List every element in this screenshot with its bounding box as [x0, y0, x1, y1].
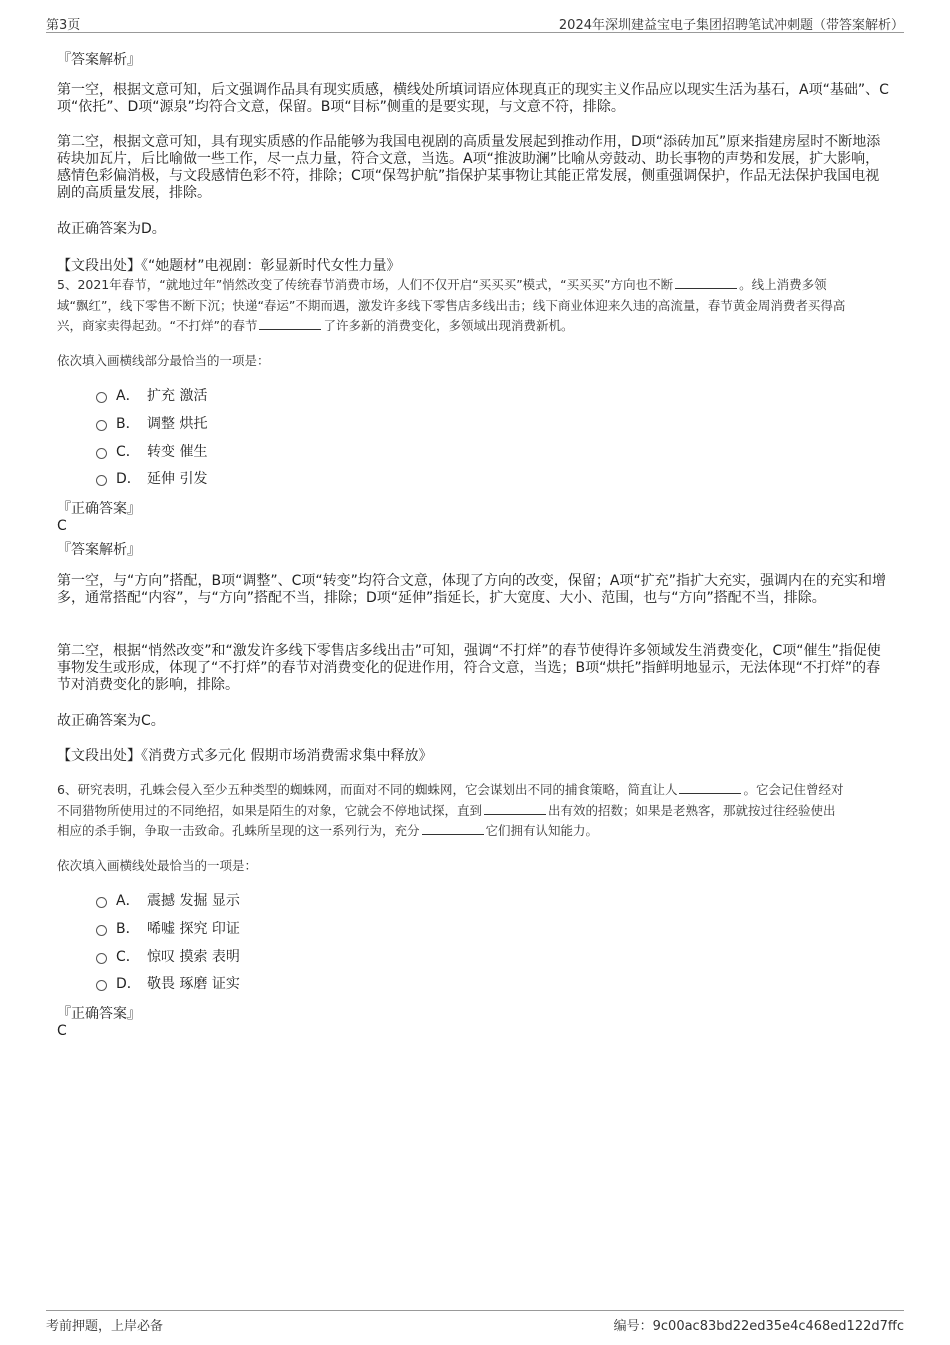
source-citation: 【文段出处】《“她题材”电视剧：彰显新时代女性力量》 — [57, 258, 401, 274]
blank — [484, 802, 546, 815]
radio-icon[interactable] — [96, 980, 107, 991]
question-6-prompt: 依次填入画横线处最恰当的一项是： — [57, 858, 258, 873]
page-number: 第3页 — [46, 18, 81, 33]
footer-slogan: 考前押题，上岸必备 — [46, 1319, 164, 1334]
radio-icon[interactable] — [96, 953, 107, 964]
correct-answer-value: C — [57, 518, 67, 534]
q6-option-a[interactable]: A． 震撼 发掘 显示 — [96, 890, 240, 910]
correct-answer-value: C — [57, 1023, 67, 1039]
q6-option-d[interactable]: D． 敬畏 琢磨 证实 — [96, 973, 240, 993]
source-citation: 【文段出处】《消费方式多元化 假期市场消费需求集中释放》 — [57, 748, 433, 764]
question-6-text: 6、研究表明，孔蛛会侵入至少五种类型的蜘蛛网，而面对不同的蜘蛛网，它会谋划出不同的捕食策略，简直让人 。它会记住曾经对 不同猎物所使用过的不同绝招，如果是陌生的对象，它就会不停地试探，直到 出有效的招数；如果是老熟客，那就按过往经验使出 相应的杀手锏，争取一击致命。孔蛛所呈现的这一系列行为，充分 它们拥有认知能力。 — [57, 782, 844, 838]
q6-option-c[interactable]: C． 惊叹 摸索 表明 — [96, 946, 240, 966]
q5-option-c[interactable]: C． 转变 催生 — [96, 441, 207, 461]
analysis-paragraph-1: 第一空，根据文意可知，后文强调作品具有现实质感，横线处所填词语应体现真正的现实主义作品应以现实生活为基石，A项“基础”、C项“依托”、D项“源泉”均符合文意，保留。B项“目标”侧重的是要实现，与文意不符，排除。 — [57, 82, 889, 115]
q6-option-b[interactable]: B． 唏嘘 探究 印证 — [96, 918, 240, 938]
q5-option-b[interactable]: B． 调整 烘托 — [96, 413, 207, 433]
blank — [422, 822, 484, 835]
analysis-paragraph-2: 第二空，根据文意可知，具有现实质感的作品能够为我国电视剧的高质量发展起到推动作用，D项“添砖加瓦”原来指建房屋时不断地添砖块加瓦片，后比喻做一些工作，尽一点力量，符合文意，当选。A项“推波助澜”比喻从旁鼓动、助长事物的声势和发展，扩大影响，感情色彩偏消极，与文段感情色彩不符，排除；C项“保驾护航”指保护某事物让其能正常发展，侧重强调保护，作品无法保护我国电视剧的高质量发展，排除。 — [57, 134, 881, 201]
correct-answer-label: 『正确答案』 — [57, 1006, 141, 1022]
document-title: 2024年深圳建益宝电子集团招聘笔试冲刺题（带答案解析） — [558, 18, 904, 33]
blank — [675, 276, 737, 289]
radio-icon[interactable] — [96, 392, 107, 403]
radio-icon[interactable] — [96, 448, 107, 459]
analysis-label: 『答案解析』 — [57, 542, 141, 558]
page-footer — [46, 1310, 904, 1335]
radio-icon[interactable] — [96, 897, 107, 908]
question-5-prompt: 依次填入画横线部分最恰当的一项是： — [57, 353, 270, 368]
radio-icon[interactable] — [96, 925, 107, 936]
radio-icon[interactable] — [96, 420, 107, 431]
analysis-paragraph-1: 第一空，与“方向”搭配，B项“调整”、C项“转变”均符合文意，体现了方向的改变，保留；A项“扩充”指扩大充实，强调内在的充实和增多，通常搭配“内容”，与“方向”搭配不当，排除；D项“延伸”指延长，扩大宽度、大小、范围，也与“方向”搭配不当，排除。 — [57, 573, 886, 606]
page-header — [46, 12, 904, 33]
q5-option-a[interactable]: A． 扩充 激活 — [96, 385, 207, 405]
q5-option-d[interactable]: D． 延伸 引发 — [96, 468, 207, 488]
blank — [259, 317, 321, 330]
correct-answer-label: 『正确答案』 — [57, 501, 141, 517]
question-5-text: 5、2021年春节，“就地过年”悄然改变了传统春节消费市场，人们不仅开启“买买买”模式，“买买买”方向也不断 。线上消费多领 域“飘红”，线下零售不断下沉；快递“春运”不期而遇，激发许多线下零售店多线出击；线下商业体迎来久违的高流量，春节黄金周消费者买得高 兴，商家卖得起劲。“不打烊”的春节 了许多新的消费变化，多领域出现消费新机。 — [57, 277, 846, 333]
radio-icon[interactable] — [96, 475, 107, 486]
analysis-paragraph-2: 第二空，根据“悄然改变”和“激发许多线下零售店多线出击”可知，强调“不打烊”的春节使得许多领域发生消费变化，C项“催生”指促使事物发生或形成，体现了“不打烊”的春节对消费变化的促进作用，符合文意，当选；B项“烘托”指鲜明地显示，无法体现“不打烊”的春节对消费变化的影响，排除。 — [57, 643, 881, 693]
analysis-conclusion: 故正确答案为C。 — [57, 713, 165, 729]
blank — [679, 781, 741, 794]
analysis-conclusion: 故正确答案为D。 — [57, 221, 166, 237]
analysis-label: 『答案解析』 — [57, 52, 141, 68]
document-id: 编号：9c00ac83bd22ed35e4c468ed122d7ffc — [613, 1319, 904, 1334]
